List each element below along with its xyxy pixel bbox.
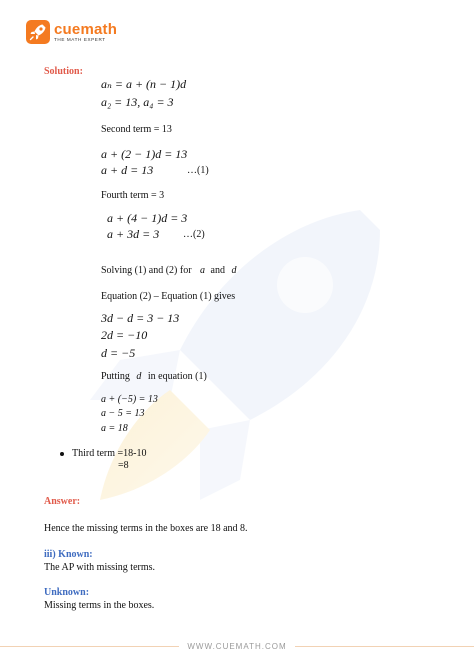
given-terms: a₂ = 13, a₄ = 3 (101, 95, 174, 109)
fourth-term-label: Fourth term = 3 (101, 190, 165, 201)
unknown-heading: Unknown: (44, 587, 90, 598)
equation-2: a + 3d = 3 (107, 227, 160, 241)
substitution-step-2: a − 5 = 13 (101, 408, 145, 419)
putting-suffix: in equation (1) (147, 371, 207, 382)
known-heading: iii) Known: (44, 549, 93, 560)
brand-name: cuemath (54, 20, 118, 38)
second-term-label: Second term = 13 (101, 124, 172, 135)
answer-heading: Answer: (44, 496, 81, 507)
solving-var-d: d (231, 265, 237, 276)
solve-step-2: 2d = −10 (101, 328, 148, 342)
equation-2-step: a + (4 − 1)d = 3 (107, 211, 188, 225)
equation-1-step: a + (2 − 1)d = 13 (101, 147, 188, 161)
solve-step-1: 3d − d = 3 − 13 (101, 311, 180, 325)
putting-var: d (136, 371, 142, 382)
third-term-line-1: Third term =18-10 (72, 448, 147, 459)
solving-text: Solving (1) and (2) for (101, 265, 192, 276)
solving-and: and (210, 265, 225, 276)
rocket-icon (26, 20, 50, 44)
unknown-text: Missing terms in the boxes. (44, 600, 155, 611)
known-text: The AP with missing terms. (44, 562, 156, 573)
header (0, 0, 474, 56)
putting-statement (101, 371, 207, 383)
equation-1: a + d = 13 (101, 163, 154, 177)
footer (0, 642, 474, 651)
subtraction-statement: Equation (2) – Equation (1) gives (101, 291, 236, 302)
equation-2-tag: …(2) (183, 229, 205, 240)
footer-url[interactable]: WWW.CUEMATH.COM (179, 642, 294, 651)
bullet-dot-icon (60, 452, 64, 456)
answer-text: Hence the missing terms in the boxes are 18 and 8. (44, 523, 248, 534)
rocket-watermark-icon (60, 200, 390, 520)
brand-tagline: THE MATH EXPERT (54, 36, 106, 42)
equation-1-tag: …(1) (187, 165, 209, 176)
substitution-step-3: a = 18 (101, 423, 128, 434)
solving-var-a: a (200, 265, 206, 276)
solution-heading: Solution: (44, 66, 83, 77)
ap-general-formula: aₙ = a + (n − 1)d (101, 77, 187, 91)
putting-text: Putting (101, 371, 130, 382)
third-term-line-2: =8 (118, 460, 129, 471)
solving-statement (101, 265, 237, 277)
solve-step-3: d = −5 (101, 346, 136, 360)
cuemath-logo[interactable] (26, 20, 117, 44)
substitution-step-1: a + (−5) = 13 (101, 394, 158, 405)
